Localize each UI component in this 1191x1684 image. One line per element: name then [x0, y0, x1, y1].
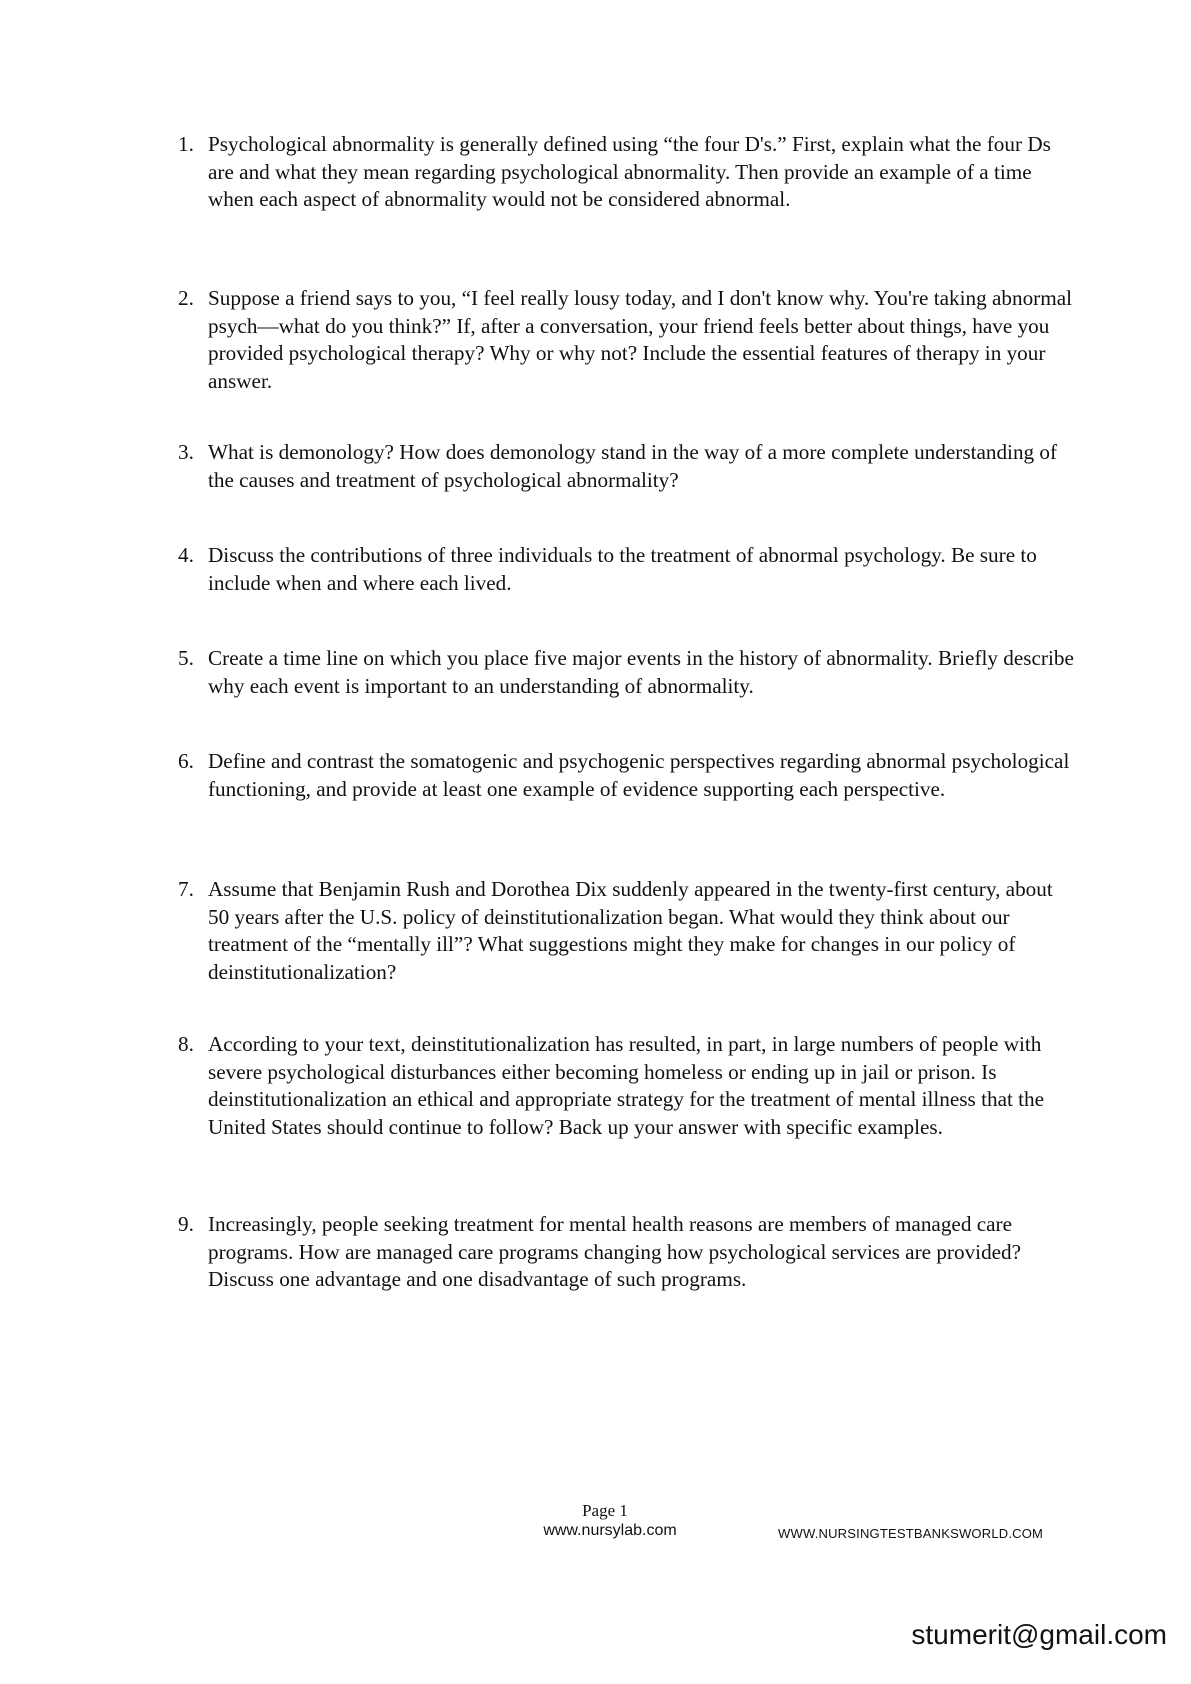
footer-watermark-link[interactable]: WWW.NURSINGTESTBANKSWORLD.COM [778, 1526, 1044, 1541]
question-item-6 [178, 748, 1078, 803]
question-text: Suppose a friend says to you, “I feel really lousy today, and I don't know why. You're taking abnormal psych—what do you think?” If, after a conversation, your friend feels better about things, have you provided psychological therapy? Why or why not? Include the essential features of therapy in your answer. [208, 286, 1072, 393]
question-item-1 [178, 131, 1078, 214]
question-item-9 [178, 1211, 1078, 1294]
question-item-5 [178, 645, 1078, 700]
question-number: 4. [178, 543, 194, 567]
footer-website-link[interactable]: www.nursylab.com [543, 1522, 677, 1539]
question-number: 9. [178, 1212, 194, 1236]
question-item-3 [178, 439, 1078, 494]
question-text: Define and contrast the somatogenic and psychogenic perspectives regarding abnormal psychological functioning, and provide at least one example of evidence supporting each perspective. [208, 749, 1070, 801]
question-text: According to your text, deinstitutionalization has resulted, in part, in large numbers of people with severe psychological disturbances either becoming homeless or ending up in jail or prison. Is deinstitutionalization an ethical and appropriate strategy for the treatment of mental illness that the United States should continue to follow? Back up your answer with specific examples. [208, 1032, 1045, 1139]
question-text: What is demonology? How does demonology stand in the way of a more complete understanding of the causes and treatment of psychological abnormality? [208, 440, 1058, 492]
question-item-4 [178, 542, 1078, 597]
question-text: Psychological abnormality is generally defined using “the four D's.” First, explain what the four Ds are and what they mean regarding psychological abnormality. Then provide an example of a time when each aspect of abnormality would not be considered abnormal. [208, 132, 1051, 211]
question-text: Discuss the contributions of three individuals to the treatment of abnormal psychology. Be sure to include when and where each lived. [208, 543, 1037, 595]
question-number: 5. [178, 646, 194, 670]
question-number: 6. [178, 749, 194, 773]
question-item-7 [178, 876, 1078, 986]
question-item-8 [178, 1031, 1078, 1141]
question-number: 3. [178, 440, 194, 464]
contact-email[interactable]: stumerit@gmail.com [911, 1619, 1167, 1650]
question-text: Create a time line on which you place five major events in the history of abnormality. Briefly describe why each event is important to an understanding of abnormality. [208, 646, 1074, 698]
question-number: 7. [178, 877, 194, 901]
page-number: Page 1 [582, 1501, 628, 1520]
question-number: 1. [178, 132, 194, 156]
question-item-2 [178, 285, 1078, 395]
question-text: Assume that Benjamin Rush and Dorothea Dix suddenly appeared in the twenty-first century, about 50 years after the U.S. policy of deinstitutionalization began. What would they think about our treatment of the “mentally ill”? What suggestions might they make for changes in our policy of deinstitutionalization? [208, 877, 1053, 984]
question-text: Increasingly, people seeking treatment for mental health reasons are members of managed care programs. How are managed care programs changing how psychological services are provided? Discuss one advantage and one disadvantage of such programs. [208, 1212, 1022, 1291]
question-number: 2. [178, 286, 194, 310]
question-number: 8. [178, 1032, 194, 1056]
